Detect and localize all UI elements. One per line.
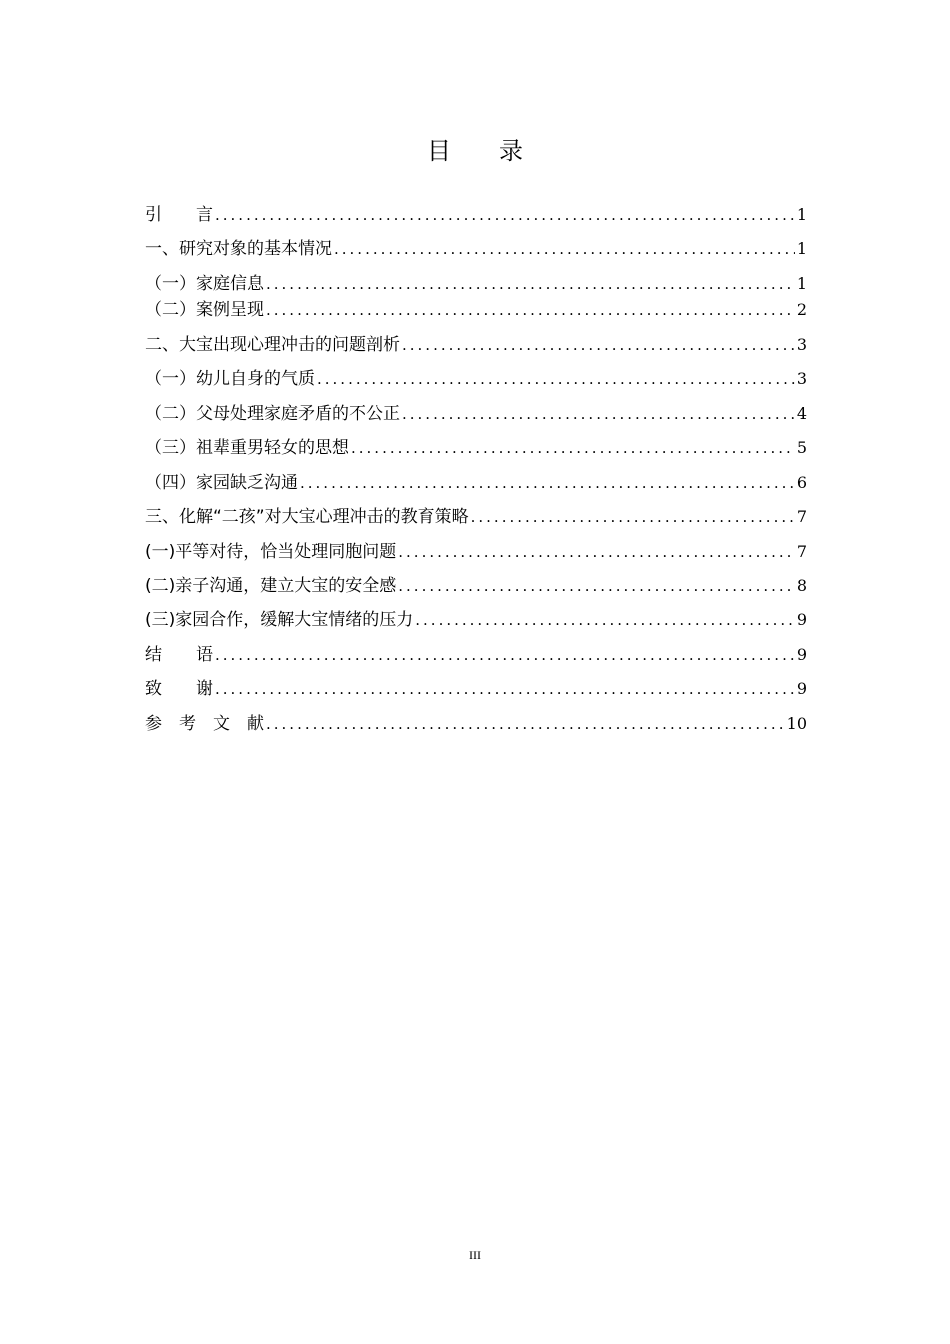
toc-leader-dots [334, 237, 795, 261]
toc-entry-label: 参 考 文 献 [145, 714, 264, 734]
toc-entry-label: (三)家园合作，缓解大宝情绪的压力 [145, 610, 414, 630]
toc-entry-page: 1 [796, 274, 807, 293]
toc-entry-section-3[interactable] [145, 497, 807, 529]
toc-entry-references[interactable] [145, 704, 807, 736]
toc-entry-label: 三、化解“二孩”对大宝心理冲击的教育策略 [145, 507, 469, 527]
toc-entry-page: 1 [796, 239, 807, 258]
toc-entry-label: 一、研究对象的基本情况 [145, 239, 332, 259]
toc-leader-dots [215, 643, 795, 667]
toc-entry-page: 3 [796, 335, 807, 354]
toc-entry-label: 二、大宝出现心理冲击的问题剖析 [145, 335, 400, 355]
toc-entry-page: 4 [796, 404, 807, 423]
toc-entry-page: 7 [796, 542, 807, 561]
toc-entry-section-1-2[interactable] [145, 290, 807, 322]
toc-entry-section-2[interactable] [145, 325, 807, 357]
toc-entry-acknowledgements[interactable] [145, 669, 807, 701]
toc-leader-dots [415, 608, 795, 632]
toc-entry-section-2-4[interactable] [145, 463, 807, 495]
toc-entry-section-3-3[interactable] [145, 600, 807, 632]
toc-entry-page: 7 [796, 507, 807, 526]
toc-leader-dots [215, 203, 795, 227]
toc-leader-dots [402, 402, 795, 426]
toc-entry-page: 10 [786, 714, 807, 733]
toc-entry-introduction[interactable] [145, 195, 807, 227]
toc-leader-dots [351, 436, 795, 460]
toc-entry-label: （一）家庭信息 [145, 274, 264, 294]
toc-entry-section-2-1[interactable] [145, 359, 807, 391]
toc-leader-dots [300, 471, 795, 495]
toc-entry-label: （二）父母处理家庭矛盾的不公正 [145, 404, 400, 424]
toc-entry-label: （二）案例呈现 [145, 300, 264, 320]
toc-entry-page: 9 [796, 645, 807, 664]
toc-entry-page: 5 [796, 438, 807, 457]
toc-entry-page: 9 [796, 610, 807, 629]
toc-entry-label: （四）家园缺乏沟通 [145, 473, 298, 493]
page-number-footer: III [469, 1248, 481, 1262]
toc-entry-conclusion[interactable] [145, 635, 807, 667]
toc-entry-section-2-2[interactable] [145, 394, 807, 426]
toc-entry-page: 9 [796, 679, 807, 698]
toc-entry-section-3-2[interactable] [145, 566, 807, 598]
toc-leader-dots [317, 367, 795, 391]
toc-entry-label: （一）幼儿自身的气质 [145, 369, 315, 389]
toc-leader-dots [398, 574, 795, 598]
toc-entry-label: 结 语 [145, 645, 213, 665]
toc-leader-dots [471, 505, 795, 529]
toc-entry-page: 6 [796, 473, 807, 492]
toc-leader-dots [398, 540, 795, 564]
page-title: 目 录 [427, 137, 523, 165]
toc-entry-page: 8 [796, 576, 807, 595]
toc-entry-section-1[interactable] [145, 229, 807, 261]
toc-entry-page: 3 [796, 369, 807, 388]
toc-entry-page: 1 [796, 205, 807, 224]
toc-entry-label: (一)平等对待，恰当处理同胞问题 [145, 542, 397, 562]
toc-entry-label: （三）祖辈重男轻女的思想 [145, 438, 349, 458]
toc-leader-dots [266, 712, 785, 736]
toc-leader-dots [266, 298, 795, 322]
toc-leader-dots [215, 677, 795, 701]
toc-entry-label: (二)亲子沟通，建立大宝的安全感 [145, 576, 397, 596]
toc-entry-label: 致 谢 [145, 679, 213, 699]
toc-leader-dots [402, 333, 795, 357]
toc-entry-label: 引 言 [145, 205, 213, 225]
toc-entry-page: 2 [796, 300, 807, 319]
toc-entry-section-2-3[interactable] [145, 428, 807, 460]
toc-entry-section-3-1[interactable] [145, 532, 807, 564]
